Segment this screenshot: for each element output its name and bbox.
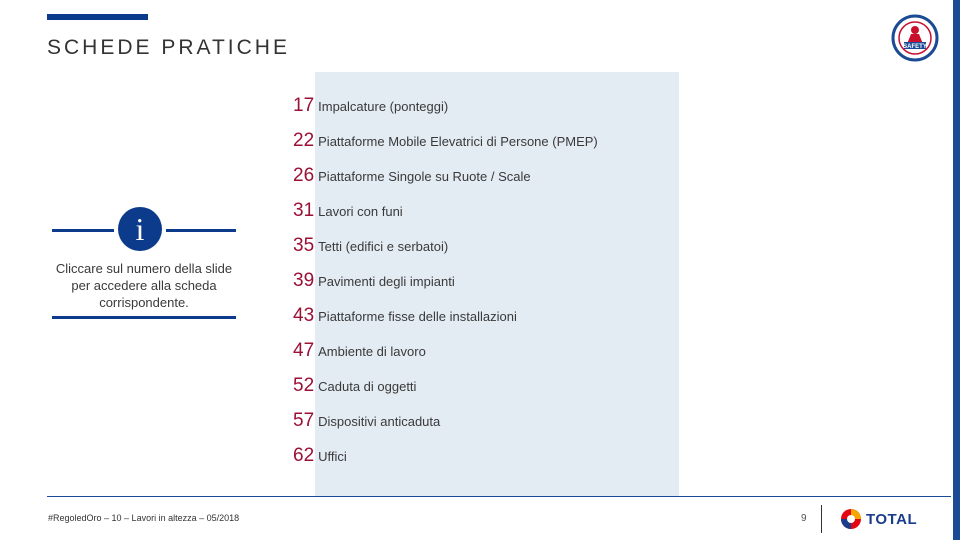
sheet-link-26[interactable]: 26 (293, 165, 315, 186)
sheet-link-62[interactable]: 62 (293, 445, 315, 466)
logo-wordmark: TOTAL (866, 510, 918, 528)
list-item (293, 270, 598, 305)
sheet-link-39[interactable]: 39 (293, 270, 315, 291)
sheet-label: Pavimenti degli impianti (318, 274, 455, 289)
sheet-link-31[interactable]: 31 (293, 200, 315, 221)
sheet-label: Dispositivi anticaduta (318, 414, 441, 429)
list-item (293, 165, 598, 200)
sheet-label: Lavori con funi (318, 204, 403, 219)
info-divider-right (166, 229, 236, 232)
footer-divider (47, 496, 951, 497)
list-item (293, 305, 598, 340)
sheet-label: Piattaforme fisse delle installazioni (318, 309, 517, 324)
list-item (293, 130, 598, 165)
sheet-label: Piattaforme Singole su Ruote / Scale (318, 169, 531, 184)
sheet-list (293, 95, 598, 480)
list-item (293, 445, 598, 480)
sheet-link-57[interactable]: 57 (293, 410, 315, 431)
sheet-link-52[interactable]: 52 (293, 375, 315, 396)
sheet-label: Caduta di oggetti (318, 379, 417, 394)
safety-badge-icon (891, 14, 939, 62)
info-text: Cliccare sul numero della slide per accedere alla scheda corrispondente. (55, 261, 233, 310)
sheet-label: Impalcature (ponteggi) (318, 99, 449, 114)
page-title: SCHEDE PRATICHE (47, 36, 290, 59)
sheet-link-47[interactable]: 47 (293, 340, 315, 361)
footer-caption: #RegoledOro – 10 – Lavori in altezza – 05/2018 (48, 513, 240, 523)
info-divider-left (52, 229, 114, 232)
list-item (293, 95, 598, 130)
list-item (293, 200, 598, 235)
page-number: 9 (801, 513, 807, 524)
list-item (293, 340, 598, 375)
info-icon: i (118, 207, 162, 251)
sheet-link-43[interactable]: 43 (293, 305, 315, 326)
badge-label: SAFETY (903, 44, 927, 50)
sheet-label: Ambiente di lavoro (318, 344, 426, 359)
total-logo (839, 507, 917, 531)
sheet-label: Uffici (318, 449, 347, 464)
right-edge-bar (953, 0, 960, 540)
sheet-link-35[interactable]: 35 (293, 235, 315, 256)
header-accent-bar (47, 14, 148, 20)
footer-separator (821, 505, 822, 533)
sheet-label: Piattaforme Mobile Elevatrici di Persone (PMEP) (318, 134, 598, 149)
sheet-label: Tetti (edifici e serbatoi) (318, 239, 449, 254)
list-item (293, 410, 598, 445)
total-logo-icon (839, 507, 863, 531)
sheet-link-22[interactable]: 22 (293, 130, 315, 151)
sheet-link-17[interactable]: 17 (293, 95, 315, 116)
list-item (293, 235, 598, 270)
list-item (293, 375, 598, 410)
info-divider-bottom (52, 316, 236, 319)
